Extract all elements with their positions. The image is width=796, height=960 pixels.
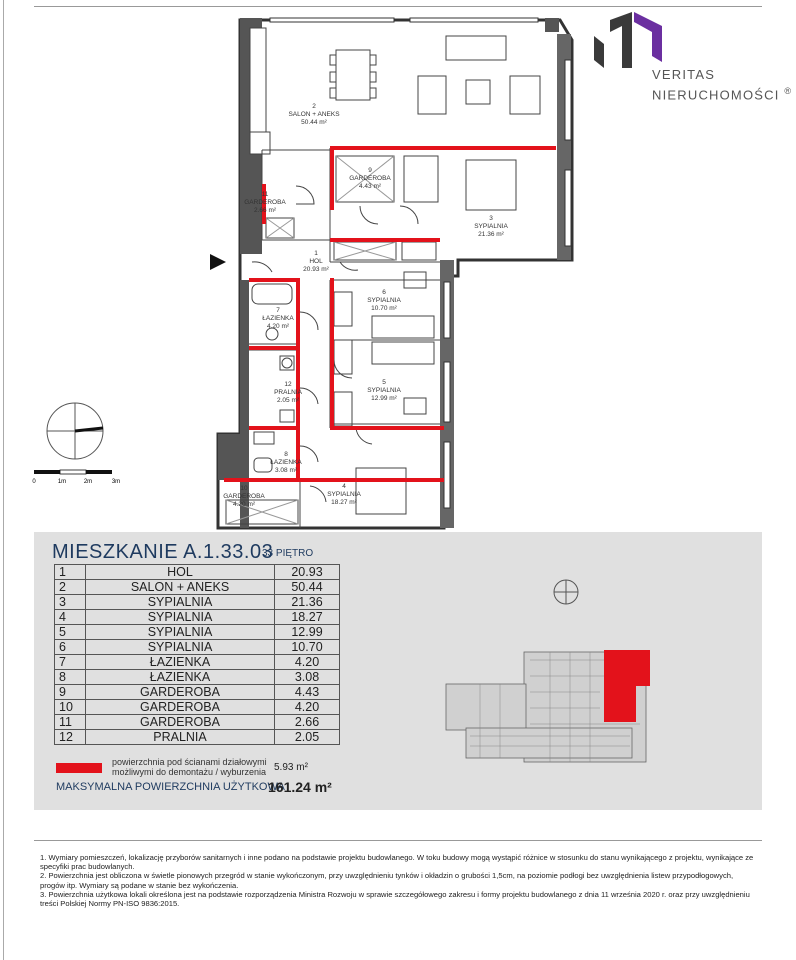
legend-text bbox=[112, 757, 267, 777]
room-name: ŁAZIENKA bbox=[86, 655, 275, 670]
footnote: 1. Wymiary pomieszczeń, lokalizację przyborów sanitarnych i inne podano na podstawie projektu budowlanego. W toku budowy mogą wystąpić różnice w stosunku do stanu wynikającego z projektu, wynikające ze specyfiki prac budowlanych. bbox=[40, 853, 754, 872]
room-number: 8 bbox=[55, 670, 86, 685]
legend-value: 5.93 m² bbox=[274, 762, 308, 773]
divider bbox=[34, 840, 762, 841]
total-label: MAKSYMALNA POWIERZCHNIA UŻYTKOWA bbox=[56, 781, 285, 793]
footnote: 2. Powierzchnia jest obliczona w świetle pionowych przegród w stanie wykończonym, przy uwzględnieniu tynków i okładzin o grubości 1,5cm, na poziomie podłogi bez uwzględnienia listew przypodłogowych, progów itp. Wymiary są podane w stanie bez wykończenia. bbox=[40, 871, 734, 890]
room-name: GARDEROBA bbox=[86, 685, 275, 700]
room-row bbox=[55, 730, 340, 745]
total-value: 161.24 m² bbox=[268, 779, 332, 795]
plan-label-num: 7 bbox=[276, 307, 280, 314]
room-number: 4 bbox=[55, 610, 86, 625]
compass-icon bbox=[44, 400, 106, 462]
plan-label-name: SYPIALNIA bbox=[367, 387, 401, 394]
plan-label-area: 50.44 m² bbox=[301, 119, 327, 126]
plan-label-name: SALON + ANEKS bbox=[288, 111, 340, 118]
plan-label-num: 1 bbox=[314, 250, 318, 257]
scale-label: 3m bbox=[111, 479, 121, 485]
plan-label-area: 4.20 m² bbox=[266, 323, 290, 330]
room-number: 5 bbox=[55, 625, 86, 640]
plan-label-name: SYPIALNIA bbox=[367, 297, 401, 304]
brand-line2: NIERUCHOMOŚCI bbox=[652, 87, 780, 103]
room-row bbox=[55, 670, 340, 685]
room-area: 4.43 bbox=[275, 685, 340, 700]
room-name: SALON + ANEKS bbox=[86, 580, 275, 595]
brand-line1: VERITAS bbox=[652, 67, 716, 82]
plan-label-num: 10 bbox=[240, 485, 248, 492]
plan-label-area: 12.99 m² bbox=[371, 395, 397, 402]
room-area: 18.27 bbox=[275, 610, 340, 625]
room-area: 4.20 bbox=[275, 700, 340, 715]
entrance-arrow-icon bbox=[210, 254, 226, 270]
room-name: SYPIALNIA bbox=[86, 640, 275, 655]
room-area: 21.36 bbox=[275, 595, 340, 610]
room-number: 3 bbox=[55, 595, 86, 610]
plan-label-name: HOL bbox=[309, 258, 323, 265]
footnotes bbox=[40, 853, 760, 908]
plan-label-name: PRALNIA bbox=[274, 389, 302, 396]
plan-label-area: 3.08 m² bbox=[274, 467, 298, 474]
room-number: 12 bbox=[55, 730, 86, 745]
scale-label: 0 bbox=[32, 479, 36, 485]
room-row bbox=[55, 595, 340, 610]
veritas-logo bbox=[588, 10, 668, 70]
room-name: HOL bbox=[86, 565, 275, 580]
room-name: PRALNIA bbox=[86, 730, 275, 745]
floor-label: 33 PIĘTRO bbox=[262, 548, 314, 559]
plan-label-num: 8 bbox=[284, 451, 288, 458]
building-key-plan bbox=[440, 576, 670, 766]
plan-label-area: 4.20 m² bbox=[232, 501, 256, 508]
legend-swatch bbox=[56, 763, 102, 773]
scale-label: 2m bbox=[83, 479, 93, 485]
plan-label-area: 10.70 m² bbox=[371, 305, 397, 312]
plan-label-num: 2 bbox=[312, 103, 316, 110]
plan-label-name: ŁAZIENKA bbox=[270, 459, 302, 466]
brand-name bbox=[652, 66, 792, 103]
scale-bar bbox=[30, 468, 130, 488]
registered-mark: ® bbox=[784, 86, 793, 96]
room-name: SYPIALNIA bbox=[86, 595, 275, 610]
room-area: 20.93 bbox=[275, 565, 340, 580]
room-area: 3.08 bbox=[275, 670, 340, 685]
plan-label-area: 2.05 m² bbox=[276, 397, 300, 404]
plan-label-area: 18.27 m² bbox=[331, 499, 357, 506]
plan-label-num: 4 bbox=[342, 483, 346, 490]
plan-label-num: 9 bbox=[368, 167, 372, 174]
plan-label-name: GARDEROBA bbox=[244, 199, 286, 206]
room-number: 6 bbox=[55, 640, 86, 655]
room-row bbox=[55, 655, 340, 670]
room-number: 9 bbox=[55, 685, 86, 700]
room-area: 12.99 bbox=[275, 625, 340, 640]
room-area: 2.66 bbox=[275, 715, 340, 730]
scale-label: 1m bbox=[57, 479, 67, 485]
room-name: ŁAZIENKA bbox=[86, 670, 275, 685]
room-name: GARDEROBA bbox=[86, 700, 275, 715]
plan-label-area: 2.66 m² bbox=[253, 207, 277, 214]
room-name: GARDEROBA bbox=[86, 715, 275, 730]
plan-label-name: SYPIALNIA bbox=[327, 491, 361, 498]
rooms-table bbox=[54, 564, 340, 745]
room-row bbox=[55, 565, 340, 580]
legend-line2: możliwymi do demontażu / wyburzenia bbox=[112, 767, 267, 777]
plan-label-area: 21.36 m² bbox=[478, 231, 504, 238]
room-area: 2.05 bbox=[275, 730, 340, 745]
apartment-title: MIESZKANIE A.1.33.03 bbox=[52, 541, 274, 563]
room-area: 4.20 bbox=[275, 655, 340, 670]
legend-line1: powierzchnia pod ścianami działowymi bbox=[112, 757, 267, 767]
plan-label-area: 4.43 m² bbox=[358, 183, 382, 190]
room-row bbox=[55, 610, 340, 625]
room-row bbox=[55, 685, 340, 700]
plan-label-name: GARDEROBA bbox=[223, 493, 265, 500]
room-name: SYPIALNIA bbox=[86, 610, 275, 625]
room-number: 2 bbox=[55, 580, 86, 595]
room-number: 1 bbox=[55, 565, 86, 580]
room-row bbox=[55, 580, 340, 595]
footnote: 3. Powierzchnia użytkowa lokali określona jest na podstawie rozporządzenia Ministra Rozwoju w sprawie szczegółowego zakresu i formy projektu budowlanego z dnia 11 września 2020 r. oraz przy uwzględnieniu treści Polskiej Normy PN-ISO 9836:2015. bbox=[40, 889, 750, 909]
room-name: SYPIALNIA bbox=[86, 625, 275, 640]
plan-label-name: SYPIALNIA bbox=[474, 223, 508, 230]
room-number: 10 bbox=[55, 700, 86, 715]
plan-label-num: 5 bbox=[382, 379, 386, 386]
plan-label-num: 12 bbox=[284, 381, 292, 388]
plan-label-name: ŁAZIENKA bbox=[262, 315, 294, 322]
room-row bbox=[55, 700, 340, 715]
plan-label-num: 6 bbox=[382, 289, 386, 296]
room-area: 50.44 bbox=[275, 580, 340, 595]
room-row bbox=[55, 715, 340, 730]
room-row bbox=[55, 625, 340, 640]
room-number: 11 bbox=[55, 715, 86, 730]
plan-label-num: 11 bbox=[261, 191, 269, 198]
room-row bbox=[55, 640, 340, 655]
room-area: 10.70 bbox=[275, 640, 340, 655]
room-number: 7 bbox=[55, 655, 86, 670]
plan-label-name: GARDEROBA bbox=[349, 175, 391, 182]
plan-label-num: 3 bbox=[489, 215, 493, 222]
plan-label-area: 20.93 m² bbox=[303, 266, 329, 273]
